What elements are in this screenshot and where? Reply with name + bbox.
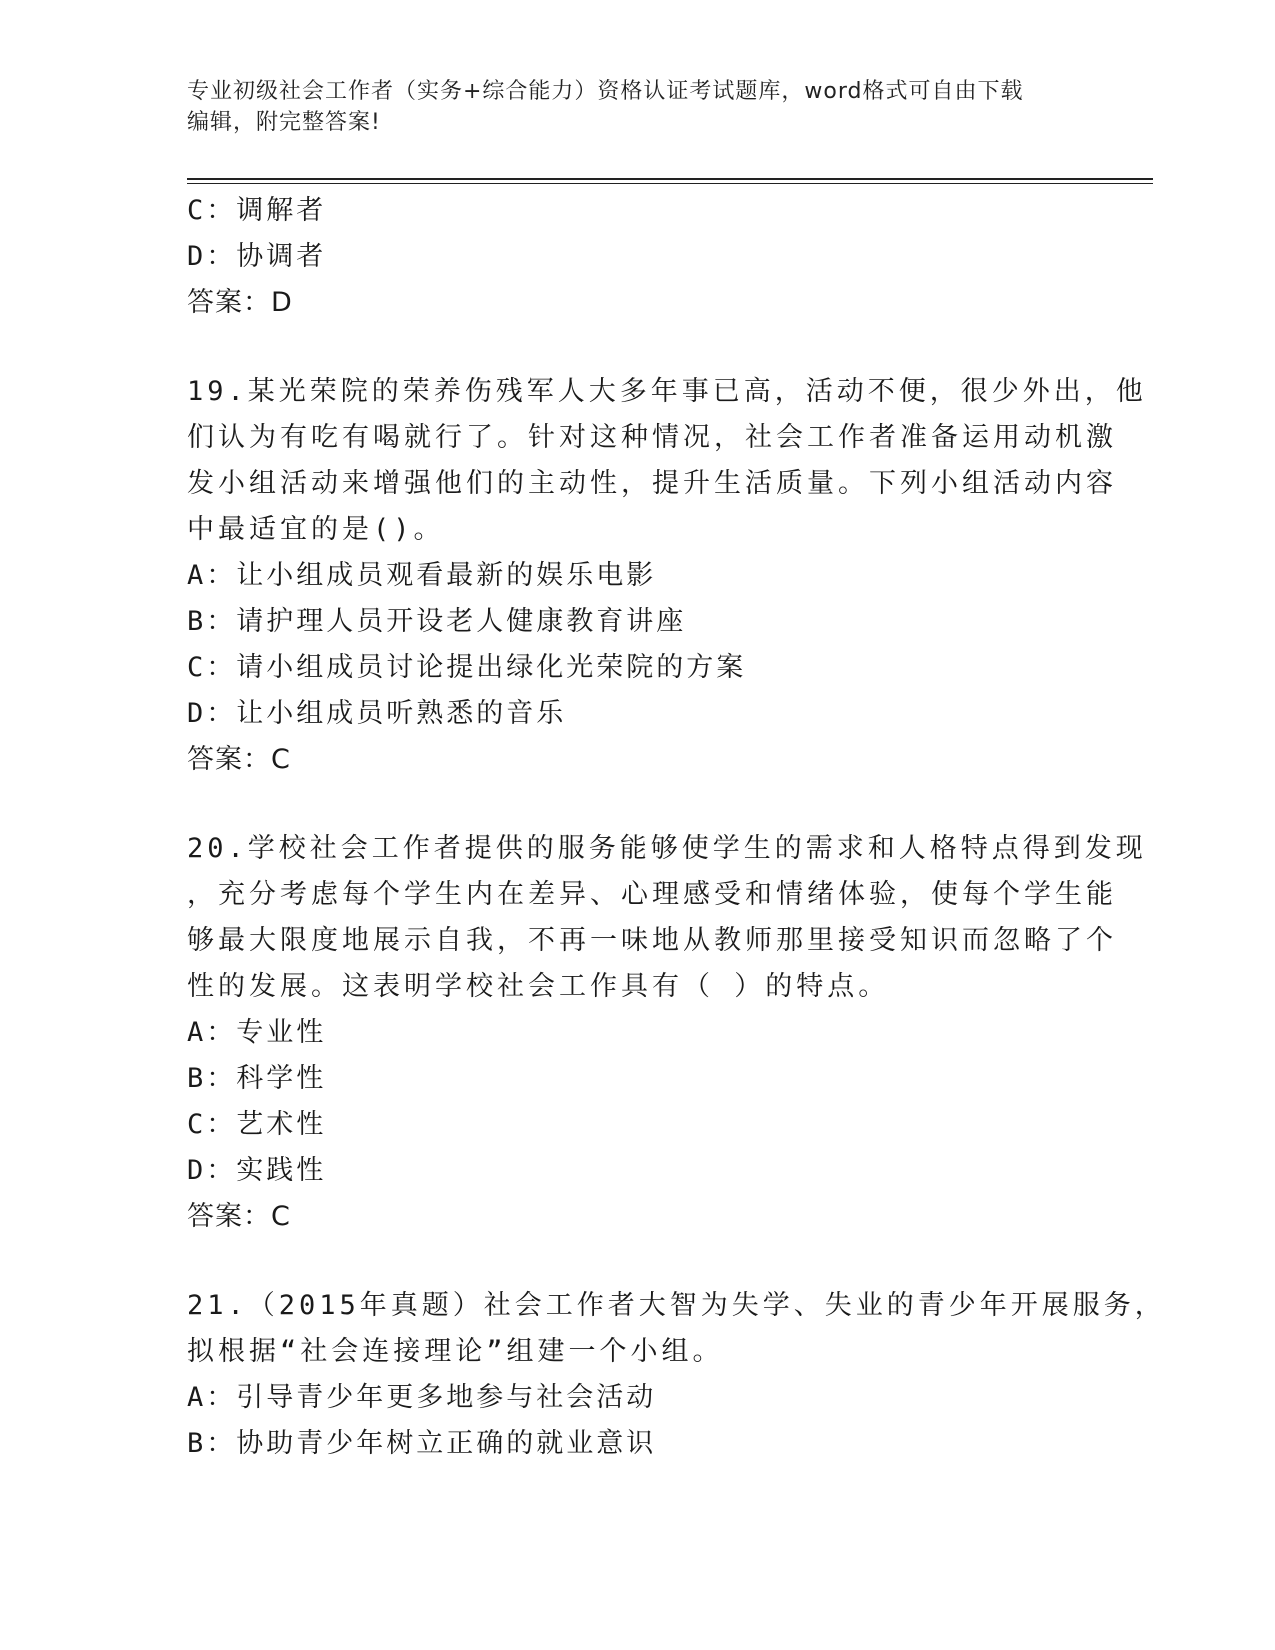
- question-19: [187, 369, 1147, 783]
- option-label: B：: [187, 1063, 237, 1094]
- question-text-line: 21.（2015年真题）社会工作者大智为失学、失业的青少年开展服务，: [187, 1290, 1166, 1321]
- question-21: [187, 1283, 1166, 1467]
- spacer: [187, 783, 1087, 826]
- option-b: [187, 599, 1087, 645]
- answer-line: 答案：C: [187, 744, 291, 775]
- option-text: 协助青少年树立正确的就业意识: [236, 1428, 657, 1459]
- answer-line: 答案：C: [187, 1201, 291, 1232]
- question-text-line: 拟根据“社会连接理论”组建一个小组。: [187, 1336, 724, 1367]
- option-label: A：: [187, 1382, 237, 1413]
- option-label: C：: [187, 195, 237, 226]
- option-c: [187, 188, 1087, 234]
- question-text-line: 性的发展。这表明学校社会工作具有（ ）的特点。: [187, 971, 890, 1002]
- header-line-1: 专业初级社会工作者（实务+综合能力）资格认证考试题库，word格式可自由下载: [187, 79, 1024, 104]
- document-header: [187, 76, 1087, 138]
- option-label: C：: [187, 1109, 237, 1140]
- option-text: 引导青少年更多地参与社会活动: [236, 1382, 657, 1413]
- option-a: [187, 1375, 1087, 1421]
- option-label: D：: [187, 1155, 237, 1186]
- question-text-line: ，充分考虑每个学生内在差异、心理感受和情绪体验，使每个学生能: [187, 879, 1117, 910]
- document-body: [187, 188, 1166, 1467]
- option-b: [187, 1056, 1087, 1102]
- header-rule-thin: [187, 183, 1153, 184]
- option-text: 请小组成员讨论提出绿化光荣院的方案: [236, 652, 747, 683]
- option-b: [187, 1421, 1087, 1467]
- option-a: [187, 553, 1087, 599]
- spacer: [187, 326, 1087, 369]
- question-text-line: 20.学校社会工作者提供的服务能够使学生的需求和人格特点得到发现: [187, 833, 1147, 864]
- option-d: [187, 691, 1087, 737]
- question-20: [187, 826, 1147, 1240]
- option-text: 让小组成员观看最新的娱乐电影: [236, 560, 657, 591]
- spacer: [187, 1240, 1087, 1283]
- option-text: 专业性: [236, 1017, 327, 1048]
- question-text-line: 们认为有吃有喝就行了。针对这种情况，社会工作者准备运用动机激: [187, 422, 1117, 453]
- option-label: D：: [187, 698, 237, 729]
- option-text: 艺术性: [236, 1109, 327, 1140]
- option-text: 实践性: [236, 1155, 327, 1186]
- option-text: 调解者: [236, 195, 327, 226]
- option-a: [187, 1010, 1087, 1056]
- option-d: [187, 234, 1087, 280]
- option-text: 科学性: [236, 1063, 327, 1094]
- question-text-line: 19.某光荣院的荣养伤残军人大多年事已高，活动不便，很少外出，他: [187, 376, 1147, 407]
- previous-question: [187, 188, 1087, 326]
- option-d: [187, 1148, 1087, 1194]
- header-rule-thick: [187, 178, 1153, 180]
- option-text: 协调者: [236, 241, 327, 272]
- option-label: D：: [187, 241, 237, 272]
- question-text-line: 中最适宜的是()。: [187, 514, 445, 545]
- option-label: B：: [187, 1428, 237, 1459]
- option-label: B：: [187, 606, 237, 637]
- header-line-2: 编辑，附完整答案!: [187, 110, 381, 135]
- option-label: C：: [187, 652, 237, 683]
- option-label: A：: [187, 560, 237, 591]
- question-text-line: 发小组活动来增强他们的主动性，提升生活质量。下列小组活动内容: [187, 468, 1117, 499]
- option-text: 让小组成员听熟悉的音乐: [236, 698, 567, 729]
- option-text: 请护理人员开设老人健康教育讲座: [236, 606, 687, 637]
- option-c: [187, 645, 1087, 691]
- answer-line: 答案：D: [187, 287, 293, 318]
- option-label: A：: [187, 1017, 237, 1048]
- question-text-line: 够最大限度地展示自我，不再一味地从教师那里接受知识而忽略了个: [187, 925, 1117, 956]
- option-c: [187, 1102, 1087, 1148]
